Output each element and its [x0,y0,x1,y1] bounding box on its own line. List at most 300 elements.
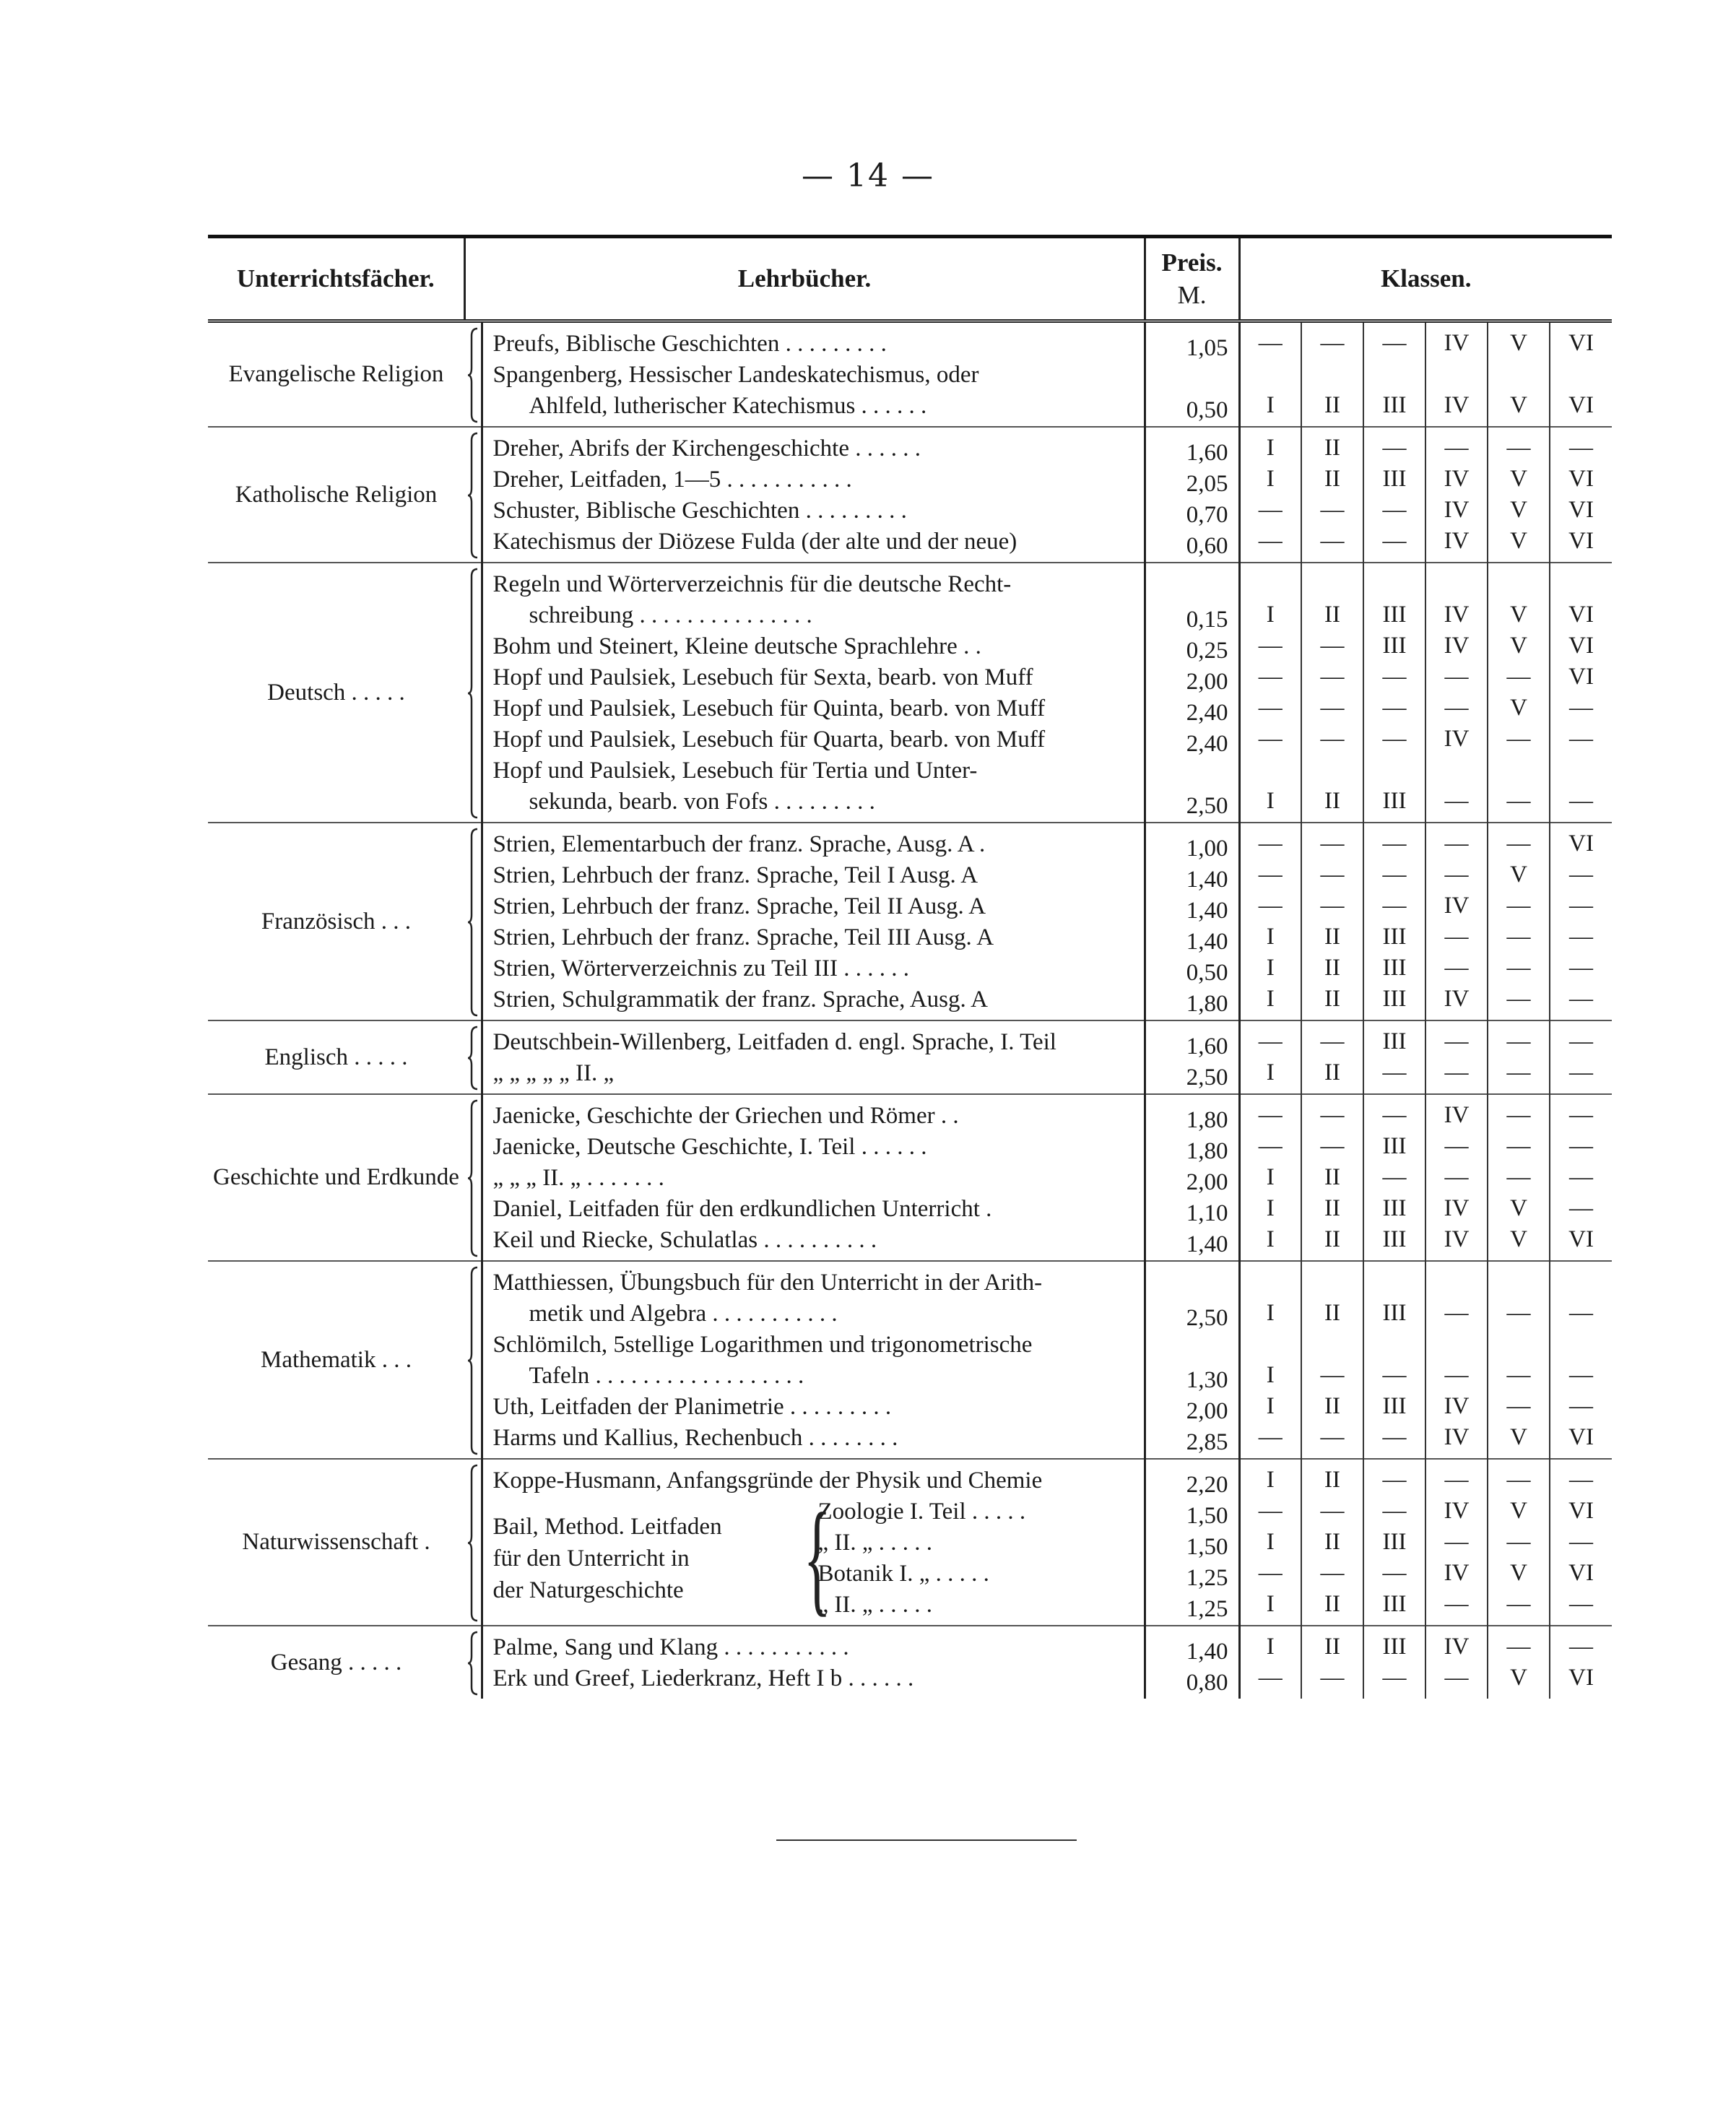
class-value: V [1510,1665,1527,1691]
class-value: III [1382,466,1407,492]
price-value: 1,10 [1186,1200,1228,1226]
class-list [1488,828,1549,1015]
book-title-line: Strien, Schulgrammatik der franz. Sprache, Ausg. A [492,987,989,1013]
price-list [1146,1272,1228,1458]
class-value: — [1320,695,1345,721]
class-column-cell [1301,1626,1363,1699]
class-value: II [1324,986,1340,1012]
class-list [1241,433,1301,557]
header-price-title: Preis. [1161,248,1223,277]
class-value: — [1258,1665,1283,1691]
class-value: VI [1568,633,1594,659]
class-list [1550,568,1612,817]
class-value: — [1320,1028,1345,1054]
class-column-cell [1550,427,1612,563]
brace-cell [464,823,482,1020]
class-value: I [1266,1059,1275,1085]
book-title-line: Hopf und Paulsiek, Lesebuch für Sexta, bearb. von Muff [492,664,1033,690]
table-group-row [208,563,1612,823]
subject-cell: Evangelische Religion [228,361,444,388]
class-column-cell [1425,321,1488,428]
class-value: — [1320,1102,1345,1128]
book-title-line: metik und Algebra . . . . . . . . . . . [529,1301,838,1327]
brace-cell [464,1261,482,1459]
bail-items [818,1496,1026,1621]
header-row [208,237,1612,321]
class-column-cell [1363,1626,1425,1699]
price-list [1146,333,1228,426]
class-list [1550,828,1612,1015]
price-value: 2,40 [1186,700,1228,726]
bail-item-label: „ II. „ . . . . . [817,1530,933,1556]
class-value: IV [1444,1102,1470,1128]
price-value: 2,50 [1186,793,1228,819]
class-value: — [1569,955,1594,981]
book-title-line: Schlömilch, 5stellige Logarithmen und trigonometrische [492,1332,1033,1358]
class-value: — [1258,330,1283,356]
class-list [1241,568,1301,817]
price-value: 1,00 [1186,836,1228,862]
class-value: II [1324,1467,1340,1493]
class-value: I [1266,955,1275,981]
class-list [1302,433,1363,557]
class-value: — [1506,1102,1531,1128]
class-value: — [1506,1300,1531,1326]
class-value: — [1258,1028,1283,1054]
class-list [1364,828,1425,1015]
class-value: — [1444,1300,1469,1326]
class-value: — [1569,893,1594,919]
class-value: — [1444,435,1469,461]
price-value: 0,50 [1186,397,1228,423]
class-value: IV [1444,633,1470,659]
class-value: — [1320,1362,1345,1388]
class-column-cell [1550,1626,1612,1699]
class-value: — [1506,1529,1531,1555]
brace-icon [467,327,479,423]
class-value: — [1382,1560,1407,1586]
class-value: — [1320,1498,1345,1524]
rule-line [776,1839,1077,1841]
class-column-cell [1488,1261,1550,1459]
subject-cell: Katholische Religion [208,427,464,563]
class-column-cell [1363,1261,1425,1459]
class-column-cell [1488,1459,1550,1626]
class-list [1241,328,1301,421]
price-value: 1,30 [1186,1367,1228,1393]
price-value: 1,40 [1186,867,1228,893]
class-column-cell [1425,1020,1488,1094]
book-title-line: „ „ „ „ „ II. „ [492,1060,615,1086]
class-value: — [1444,1059,1469,1085]
class-value: — [1382,330,1407,356]
class-list [1302,828,1363,1015]
class-list [1488,1267,1549,1453]
class-list [1364,1631,1425,1694]
class-value: — [1444,695,1469,721]
class-value: VI [1568,664,1594,690]
class-value: — [1320,497,1345,523]
class-list [1426,328,1487,421]
header-classes: Klassen. [1239,237,1612,321]
class-value: — [1569,726,1594,752]
class-value: — [1444,1028,1469,1054]
class-list [1550,1100,1612,1255]
class-value: I [1266,924,1275,950]
subject-cell: Französisch . . . [208,823,464,1020]
class-value: — [1382,726,1407,752]
class-value: II [1324,924,1340,950]
price-cell [1145,1261,1239,1459]
book-title-line: Jaenicke, Geschichte der Griechen und Römer . . [492,1103,959,1129]
class-column-cell [1550,1020,1612,1094]
class-value: — [1569,1393,1594,1419]
class-value: I [1266,1226,1275,1252]
price-value: 2,50 [1186,1305,1228,1331]
class-value: — [1258,726,1283,752]
class-value: — [1506,1634,1531,1660]
class-value: V [1510,1195,1527,1221]
class-value: — [1382,497,1407,523]
brace-cell [464,1459,482,1626]
price-list [1146,1105,1228,1260]
bail-title-line: für den Unterricht in [492,1546,690,1572]
price-list [1146,833,1228,1020]
class-list [1302,1267,1363,1453]
class-list [1364,328,1425,421]
class-value: IV [1444,1634,1470,1660]
class-value: — [1569,788,1594,814]
class-value: II [1324,1226,1340,1252]
class-list [1426,828,1487,1015]
class-value: II [1324,1195,1340,1221]
class-value: — [1506,831,1531,857]
class-list [1426,1100,1487,1255]
price-value: 1,40 [1186,898,1228,924]
class-value: — [1569,924,1594,950]
brace-icon [467,1266,479,1455]
class-value: V [1510,862,1527,888]
class-column-cell [1425,1626,1488,1699]
table-group-row [208,1020,1612,1094]
class-value: — [1444,1164,1469,1190]
book-title-line: Harms und Kallius, Rechenbuch . . . . . . . . [492,1425,898,1451]
class-value: — [1569,1059,1594,1085]
class-value: V [1510,528,1527,554]
header-subjects: Unterrichtsfächer. [208,237,464,321]
book-title-line: Ahlfeld, lutherischer Katechismus . . . . . . [529,393,927,419]
book-title-line: schreibung . . . . . . . . . . . . . . . [529,602,812,628]
bail-item-label: Zoologie I. Teil . . . . . [817,1499,1026,1525]
book-title-line: Matthiessen, Übungsbuch für den Unterricht in der Arith- [492,1270,1043,1296]
class-value: IV [1444,726,1470,752]
class-list [1364,1465,1425,1620]
class-column-cell [1425,1459,1488,1626]
class-value: — [1258,1424,1283,1450]
class-value: I [1266,466,1275,492]
class-value: — [1258,497,1283,523]
book-title-line: Hopf und Paulsiek, Lesebuch für Quinta, bearb. von Muff [492,695,1046,721]
class-column-cell [1239,1020,1301,1094]
header-price [1145,237,1239,321]
class-list [1241,1100,1301,1255]
class-value: — [1444,1133,1469,1159]
class-value: I [1266,602,1275,628]
class-value: VI [1568,1498,1594,1524]
price-value: 1,25 [1186,1596,1228,1622]
class-value: — [1569,1028,1594,1054]
class-column-cell [1363,1094,1425,1261]
brace-cell [464,427,482,563]
book-title-line: Spangenberg, Hessischer Landeskatechismus, oder [492,362,979,388]
page-number: — 14 — [802,157,934,194]
class-value: V [1510,497,1527,523]
class-value: III [1382,1195,1407,1221]
class-value: — [1382,862,1407,888]
class-value: III [1382,602,1407,628]
price-cell [1145,427,1239,563]
books-cell [482,1261,1145,1459]
class-column-cell [1301,563,1363,823]
class-value: — [1382,893,1407,919]
class-value: — [1444,831,1469,857]
class-column-cell [1301,1261,1363,1459]
class-list [1426,433,1487,557]
class-value: VI [1568,497,1594,523]
class-list [1302,1631,1363,1694]
class-list [1241,1267,1301,1453]
book-title-line: Koppe-Husmann, Anfangsgründe der Physik und Chemie [492,1468,1043,1494]
class-value: VI [1568,330,1594,356]
class-value: — [1382,1059,1407,1085]
price-value: 2,00 [1186,1398,1228,1424]
class-value: VI [1568,466,1594,492]
class-column-cell [1239,823,1301,1020]
class-value: — [1506,1133,1531,1159]
class-list [1488,568,1549,817]
class-value: — [1258,528,1283,554]
class-list [1241,1631,1301,1694]
class-value: III [1382,633,1407,659]
class-value: VI [1568,1560,1594,1586]
book-title-line: Schuster, Biblische Geschichten . . . . . . . . . [492,498,907,524]
class-value: VI [1568,1226,1594,1252]
price-cell [1145,321,1239,428]
book-title-line: Dreher, Leitfaden, 1—5 . . . . . . . . . . . [492,467,852,493]
class-value: III [1382,788,1407,814]
price-list [1146,1470,1228,1625]
bail-block [492,1488,1137,1629]
class-column-cell [1301,1459,1363,1626]
class-list [1550,1631,1612,1694]
class-value: — [1382,1498,1407,1524]
book-title-line: Katechismus der Diözese Fulda (der alte und der neue) [492,529,1017,555]
class-list [1241,1465,1301,1620]
class-list [1426,1465,1487,1620]
class-column-cell [1550,321,1612,428]
class-value: — [1320,862,1345,888]
class-column-cell [1488,1020,1550,1094]
price-value: 1,05 [1186,335,1228,361]
brace-icon [467,1631,479,1696]
class-column-cell [1550,1459,1612,1626]
class-value: IV [1444,1424,1470,1450]
class-value: I [1266,1634,1275,1660]
subject-cell: Englisch . . . . . [208,1020,464,1094]
book-title-line: Jaenicke, Deutsche Geschichte, I. Teil . . . . . . [492,1134,927,1160]
class-value: III [1382,1300,1407,1326]
class-column-cell [1425,1261,1488,1459]
class-value: III [1382,924,1407,950]
class-value: — [1382,664,1407,690]
price-cell [1145,1020,1239,1094]
class-column-cell [1239,563,1301,823]
class-value: IV [1444,986,1470,1012]
class-value: V [1510,695,1527,721]
class-value: — [1382,1164,1407,1190]
class-value: VI [1568,528,1594,554]
book-title-line: Uth, Leitfaden der Planimetrie . . . . . . . . . [492,1394,892,1420]
class-list [1488,1465,1549,1620]
class-value: V [1510,466,1527,492]
price-list [1146,438,1228,562]
table-group-row [208,1459,1612,1626]
table-group-row [208,1626,1612,1699]
class-list [1550,328,1612,421]
class-value: III [1382,392,1407,418]
price-value: 1,80 [1186,991,1228,1017]
book-title-line: Deutschbein-Willenberg, Leitfaden d. engl. Sprache, I. Teil [492,1029,1056,1055]
class-column-cell [1301,1020,1363,1094]
class-value: I [1266,392,1275,418]
brace-cell [464,1626,482,1699]
price-list [1146,1637,1228,1699]
class-value: I [1266,1300,1275,1326]
class-column-cell [1239,1261,1301,1459]
price-value: 2,05 [1186,471,1228,497]
class-list [1550,1026,1612,1088]
class-value: II [1324,435,1340,461]
class-list [1241,1026,1301,1088]
brace-icon [467,432,479,559]
class-value: III [1382,1591,1407,1617]
price-cell [1145,1626,1239,1699]
class-value: IV [1444,893,1470,919]
header-price-unit: M. [1177,281,1207,309]
class-value: III [1382,1133,1407,1159]
book-title-line: Erk und Greef, Liederkranz, Heft I b . . . . . . [492,1665,914,1691]
class-column-cell [1239,427,1301,563]
class-column-cell [1550,563,1612,823]
class-value: — [1506,788,1531,814]
class-value: — [1320,1133,1345,1159]
class-value: III [1382,1226,1407,1252]
book-title-line: Preufs, Biblische Geschichten . . . . . . . . . [492,331,887,357]
class-value: — [1320,726,1345,752]
class-value: I [1266,986,1275,1012]
class-value: — [1258,893,1283,919]
class-value: — [1569,1102,1594,1128]
class-value: — [1506,664,1531,690]
class-value: III [1382,1634,1407,1660]
class-value: IV [1444,330,1470,356]
price-value: 2,00 [1186,669,1228,695]
class-value: II [1324,466,1340,492]
class-column-cell [1550,823,1612,1020]
class-column-cell [1488,563,1550,823]
class-value: I [1266,1164,1275,1190]
book-title-line: Strien, Lehrbuch der franz. Sprache, Teil III Ausg. A [492,924,994,950]
book-title-line: „ „ „ II. „ . . . . . . . [492,1165,664,1191]
class-list [1426,568,1487,817]
class-value: I [1266,1591,1275,1617]
class-value: — [1444,664,1469,690]
class-value: — [1444,1591,1469,1617]
class-value: I [1266,1362,1275,1388]
class-value: II [1324,392,1340,418]
class-value: II [1324,955,1340,981]
class-list [1550,1267,1612,1453]
class-value: IV [1444,1498,1470,1524]
class-column-cell [1425,427,1488,563]
class-column-cell [1301,427,1363,563]
class-value: IV [1444,466,1470,492]
class-column-cell [1488,321,1550,428]
class-column-cell [1488,1094,1550,1261]
book-title-line: Strien, Wörterverzeichnis zu Teil III . . . . . . [492,955,910,981]
class-list [1488,1026,1549,1088]
book-title-line: Strien, Lehrbuch der franz. Sprache, Teil II Ausg. A [492,893,986,919]
class-value: — [1569,1362,1594,1388]
class-value: — [1258,1498,1283,1524]
class-value: II [1324,1591,1340,1617]
class-value: I [1266,435,1275,461]
table-group-row [208,823,1612,1020]
class-value: — [1506,1059,1531,1085]
class-column-cell [1301,321,1363,428]
class-value: II [1324,1393,1340,1419]
class-value: II [1324,1300,1340,1326]
class-value: — [1382,435,1407,461]
header-books: Lehrbücher. [464,237,1145,321]
class-value: — [1320,528,1345,554]
brace-symbol: { [803,1488,831,1629]
book-title-line: Bohm und Steinert, Kleine deutsche Sprachlehre . . [492,633,981,659]
book-title-line: Daniel, Leitfaden für den erdkundlichen Unterricht . [492,1196,992,1222]
class-value: — [1320,664,1345,690]
price-list [1146,1031,1228,1093]
price-value: 0,25 [1186,638,1228,664]
class-list [1488,328,1549,421]
class-value: II [1324,1059,1340,1085]
class-value: — [1444,955,1469,981]
price-value: 1,50 [1186,1534,1228,1560]
class-column-cell [1363,427,1425,563]
books-cell [482,823,1145,1020]
class-value: — [1320,1665,1345,1691]
class-value: — [1320,1424,1345,1450]
price-cell [1145,1459,1239,1626]
class-value: III [1382,986,1407,1012]
book-title-line: Keil und Riecke, Schulatlas . . . . . . . . . . [492,1227,877,1253]
class-value: II [1324,1529,1340,1555]
class-value: I [1266,1393,1275,1419]
subject-cell: Naturwissenschaft . [208,1459,464,1626]
class-value: — [1258,633,1283,659]
price-value: 1,80 [1186,1107,1228,1133]
brace-icon [467,1464,479,1622]
class-column-cell [1550,1261,1612,1459]
